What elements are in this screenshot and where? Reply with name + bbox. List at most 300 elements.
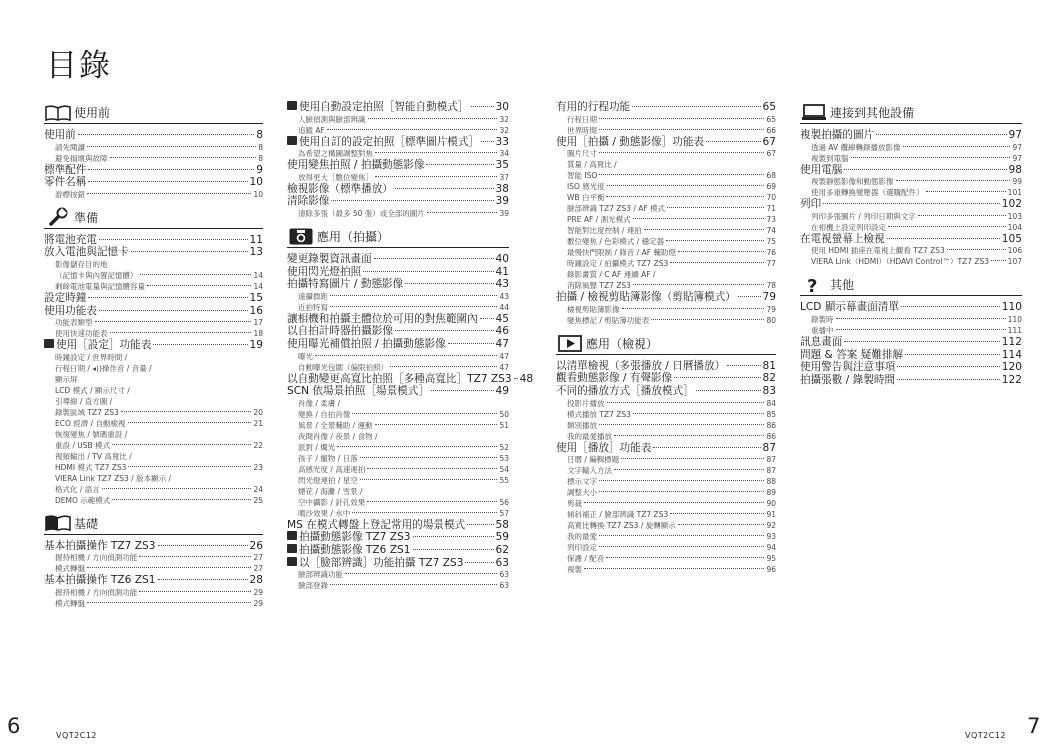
mode-icon: [287, 101, 297, 110]
page-number: 26: [249, 539, 263, 552]
toc-subentry[interactable]: [800, 314, 1022, 325]
section-spacer: [800, 267, 1022, 273]
toc-entry[interactable]: [800, 336, 1022, 349]
toc-subentry[interactable]: [287, 125, 509, 136]
page-number: 85: [766, 409, 776, 419]
toc-subentry[interactable]: [556, 192, 776, 203]
page-number: 39: [499, 208, 509, 218]
toc-entry[interactable]: [556, 372, 776, 385]
toc-subentry[interactable]: [287, 580, 509, 591]
dot-leader: [87, 602, 251, 603]
page-number: 74: [766, 226, 776, 236]
section-title: 使用前: [74, 106, 111, 120]
toc-entry[interactable]: [44, 540, 263, 553]
toc-entry[interactable]: [556, 442, 776, 455]
toc-subentry[interactable]: [556, 247, 776, 258]
dot-leader: [632, 106, 760, 107]
toc-entry[interactable]: [287, 183, 509, 196]
toc-entry[interactable]: [287, 266, 509, 279]
toc-subentry[interactable]: [287, 420, 509, 431]
toc-subentry[interactable]: [44, 563, 263, 574]
entry-title: 時鐘設定 / 拍攝模式 TZ7 ZS3: [567, 259, 669, 269]
toc-entry[interactable]: [287, 372, 534, 386]
toc-subentry[interactable]: [44, 451, 263, 462]
section-header: [44, 207, 263, 229]
entry-title: 複製拍攝的圖片: [800, 129, 875, 141]
toc-subentry[interactable]: [556, 409, 776, 420]
toc-entry[interactable]: [556, 136, 776, 149]
toc-subentry[interactable]: [556, 280, 776, 291]
toc-subentry[interactable]: [556, 125, 776, 136]
entry-title: 使用快速功能表: [55, 329, 108, 339]
toc-subentry[interactable]: [44, 396, 263, 407]
toc-subentry[interactable]: [287, 431, 509, 442]
entry-title: 類別播放: [567, 420, 597, 430]
entry-title: 夜間肖像 / 夜景 / 食物 /: [298, 431, 378, 441]
page-number: 67: [766, 149, 776, 159]
page-number: 14: [253, 270, 263, 280]
page-number: 35: [495, 159, 509, 172]
toc-entry[interactable]: [44, 129, 263, 142]
entry-title: 訊息畫面: [800, 335, 843, 348]
toc-entry[interactable]: [287, 278, 509, 291]
dot-leader: [110, 157, 257, 158]
toc-subentry[interactable]: [556, 431, 776, 442]
toc-subentry[interactable]: [556, 398, 776, 409]
toc-subentry[interactable]: [556, 236, 776, 247]
dot-leader: [87, 146, 256, 147]
dot-leader: [327, 129, 498, 130]
entry-title: 請先閱讀: [55, 142, 85, 152]
entry-title: 以［臉部辨識］功能拍攝 TZ7 ZS3: [299, 556, 464, 569]
toc-subentry[interactable]: [556, 542, 776, 553]
toc-subentry[interactable]: [287, 291, 509, 302]
page-number: 89: [766, 488, 776, 498]
toc-subentry[interactable]: [556, 531, 776, 542]
page-number: 9: [256, 163, 263, 176]
dot-leader: [360, 457, 498, 458]
dot-leader: [599, 491, 764, 492]
page-number: 97: [1012, 153, 1022, 163]
toc-subentry[interactable]: [556, 487, 776, 498]
toc-subentry[interactable]: [800, 245, 1022, 256]
entry-title: 基本拍攝操作 TZ6 ZS1: [44, 574, 156, 587]
entry-title: 模式播放 TZ7 ZS3: [567, 409, 631, 419]
entry-title: 將電池充電: [44, 233, 97, 246]
toc-subentry[interactable]: [44, 418, 263, 429]
page-number: 8: [256, 129, 263, 141]
page-number: 99: [1012, 177, 1022, 187]
page-number: 65: [766, 114, 776, 124]
toc-subentry[interactable]: [556, 553, 776, 564]
toc-entry[interactable]: [287, 313, 509, 326]
page-number: 66: [766, 125, 776, 135]
dot-leader: [666, 240, 764, 241]
dot-leader: [644, 229, 765, 230]
toc-subentry[interactable]: [556, 520, 776, 531]
toc-column-4: [800, 101, 1022, 386]
dot-leader: [614, 469, 764, 470]
dot-leader: [606, 196, 764, 197]
dot-leader: [621, 458, 764, 459]
page-number: 86: [766, 431, 776, 441]
toc-subentry[interactable]: [287, 302, 509, 313]
toc-entry[interactable]: [287, 325, 509, 338]
page-number: 27: [253, 564, 263, 574]
toc-subentry[interactable]: [287, 208, 509, 219]
page-number: 104: [1007, 222, 1022, 232]
toc-entry[interactable]: [287, 531, 509, 544]
toc-subentry[interactable]: [287, 409, 509, 420]
toc-subentry[interactable]: [287, 351, 509, 362]
toc-subentry[interactable]: [44, 495, 263, 506]
page-number: 88: [766, 477, 776, 487]
entry-title: 風景 / 全景輔助 / 運動: [298, 420, 373, 430]
dot-leader: [678, 251, 765, 252]
dot-leader: [670, 513, 764, 514]
page-number: 78: [766, 281, 776, 291]
toc-subentry[interactable]: [44, 598, 263, 609]
toc-entry[interactable]: [556, 385, 776, 398]
dot-leader: [633, 218, 765, 219]
dot-leader: [158, 579, 248, 580]
page-number: 52: [499, 442, 509, 452]
toc-subentry[interactable]: [556, 315, 776, 326]
page-number: 43: [499, 291, 509, 301]
dot-leader: [88, 297, 247, 298]
page-number: 13: [249, 246, 263, 259]
entry-title: 變換 / 自拍肖像: [298, 409, 351, 419]
dot-leader: [897, 366, 999, 367]
toc-subentry[interactable]: [556, 498, 776, 509]
page-number-left: 6: [7, 714, 21, 738]
dot-leader: [607, 402, 765, 403]
dot-leader: [599, 535, 764, 536]
entry-title: 以清單檢視（多張播放 / 日曆播放）: [556, 359, 726, 372]
entry-title: 使用前: [44, 129, 76, 141]
toc-subentry[interactable]: [556, 181, 776, 192]
toc-subentry[interactable]: [44, 153, 263, 164]
entry-title: 剪裁: [567, 499, 582, 509]
toc-entry[interactable]: [287, 557, 509, 570]
toc-subentry[interactable]: [800, 256, 1022, 267]
toc-subentry[interactable]: [287, 148, 509, 159]
page-number: 56: [499, 497, 509, 507]
dot-leader: [678, 524, 765, 525]
toc-entry[interactable]: [287, 195, 509, 208]
toc-subentry[interactable]: [287, 569, 509, 580]
toc-entry[interactable]: [44, 246, 263, 259]
entry-title: 重播中: [811, 325, 834, 335]
toc-entry[interactable]: [44, 339, 263, 352]
dot-leader: [514, 378, 518, 379]
toc-subentry[interactable]: [287, 508, 509, 519]
toc-subentry[interactable]: [556, 304, 776, 315]
dot-leader: [352, 512, 497, 513]
entry-title: 使用自訂的設定拍照［標準圖片模式］: [299, 135, 480, 148]
toc-subentry[interactable]: [556, 420, 776, 431]
toc-subentry[interactable]: [556, 509, 776, 520]
toc-subentry[interactable]: [287, 362, 509, 373]
toc-entry[interactable]: [800, 164, 1022, 177]
entry-title: 不同的播放方式［播放模式］: [556, 384, 694, 397]
dot-leader: [599, 129, 764, 130]
entry-title: 使用多重轉換變壓器（選購配件）: [811, 188, 924, 198]
toc-subentry[interactable]: [800, 176, 1022, 187]
dot-leader: [131, 251, 248, 252]
toc-subentry[interactable]: [800, 142, 1022, 153]
toc-entry[interactable]: [287, 136, 509, 149]
dot-leader: [633, 284, 765, 285]
entry-title: 握持相機 / 方向偵測功能: [55, 587, 138, 597]
entry-title: 變更錄製資訊畫面: [287, 252, 372, 265]
entry-title: 變焦標記 / 剪貼簿功能表: [567, 315, 650, 325]
dot-leader: [599, 546, 764, 547]
entry-title: 空中攝影 / 針孔效果: [298, 497, 366, 507]
page-number: 25: [253, 495, 263, 505]
toc-entry[interactable]: [287, 338, 509, 351]
toc-subentry[interactable]: [287, 497, 509, 508]
entry-title: 顯示屏: [55, 374, 78, 384]
dot-leader: [614, 435, 764, 436]
toc-subentry[interactable]: [44, 352, 263, 363]
page-number: 96: [766, 565, 776, 575]
dot-leader: [947, 249, 1006, 250]
toc-entry[interactable]: [287, 544, 509, 557]
toc-subentry[interactable]: [44, 484, 263, 495]
toc-entry[interactable]: [44, 574, 263, 587]
dot-leader: [431, 390, 494, 391]
entry-title: 清除影像: [287, 195, 330, 208]
page-number: 18: [253, 329, 263, 339]
toc-entry[interactable]: [556, 101, 776, 114]
toc-subentry[interactable]: [556, 203, 776, 214]
entry-title: 圖片尺寸: [567, 149, 597, 159]
toc-subentry[interactable]: [44, 385, 263, 396]
toc-subentry[interactable]: [44, 473, 263, 484]
page-number: 69: [766, 182, 776, 192]
toc-subentry[interactable]: [556, 564, 776, 575]
toc-subentry[interactable]: [800, 325, 1022, 336]
toc-subentry[interactable]: [556, 114, 776, 125]
toc-subentry[interactable]: [287, 442, 509, 453]
page-number: 47: [499, 362, 509, 372]
dot-leader: [901, 306, 1000, 307]
page-number: 15: [249, 291, 263, 304]
toc-subentry[interactable]: [556, 454, 776, 465]
dot-leader: [363, 271, 493, 272]
dot-leader: [667, 207, 764, 208]
entry-title: 質量 / 高寬比 /: [567, 160, 617, 170]
toc-subentry[interactable]: [287, 114, 509, 125]
page-number: 63: [495, 556, 509, 569]
section-spacer: [287, 219, 509, 225]
toc-entry[interactable]: [800, 129, 1022, 142]
dot-leader: [696, 390, 761, 391]
toc-column-3: [556, 101, 776, 575]
entry-title: 錄影畫質 / C AF 連續 AF /: [567, 270, 656, 280]
toc-entry[interactable]: [44, 305, 263, 318]
dot-leader: [102, 488, 252, 489]
entry-title: 檢視影像（標準播放）: [287, 182, 393, 195]
entry-title: 零件名稱: [44, 176, 87, 189]
toc-subentry[interactable]: [287, 475, 509, 486]
toc-subentry[interactable]: [44, 259, 263, 270]
page-number: 92: [766, 521, 776, 531]
toc-entry[interactable]: [287, 385, 509, 398]
page-number-right: 7: [1027, 714, 1041, 738]
entry-title: LCD 顯示幕畫面清單: [800, 301, 899, 314]
page-number: 97: [1012, 142, 1022, 152]
toc-subentry[interactable]: [800, 211, 1022, 222]
toc-entry[interactable]: [800, 374, 1022, 387]
toc-subentry[interactable]: [44, 587, 263, 598]
page-number: 51: [499, 420, 509, 430]
page-number: 29: [253, 587, 263, 597]
dot-leader: [918, 215, 1006, 216]
toc-subentry[interactable]: [287, 172, 509, 183]
page-number: 112: [1001, 335, 1022, 348]
toc-entry[interactable]: [556, 291, 776, 304]
toc-subentry[interactable]: [556, 159, 776, 170]
page-number: 55: [499, 475, 509, 485]
toc-entry[interactable]: [287, 159, 509, 172]
toc-subentry[interactable]: [800, 153, 1022, 164]
entry-title: 列印: [800, 198, 822, 211]
dot-leader: [823, 203, 1000, 204]
page-number: 44: [499, 302, 509, 312]
toc-subentry[interactable]: [556, 476, 776, 487]
toc-subentry[interactable]: [44, 429, 263, 440]
entry-title: SCN 依場景拍照［場景模式］: [287, 385, 429, 398]
toc-subentry[interactable]: [44, 270, 263, 281]
toc-subentry[interactable]: [44, 142, 263, 153]
toc-entry[interactable]: [44, 234, 263, 247]
toc-subentry[interactable]: [556, 269, 776, 280]
toc-subentry[interactable]: [287, 453, 509, 464]
entry-title: 功能表類型: [55, 318, 93, 328]
page-number: 70: [766, 193, 776, 203]
book-icon: [44, 104, 71, 121]
mode-icon: [44, 339, 54, 348]
toc-entry[interactable]: [287, 519, 509, 532]
page-number: 80: [766, 315, 776, 325]
toc-entry[interactable]: [800, 361, 1022, 374]
toc-entry[interactable]: [800, 301, 1022, 314]
entry-title: 臉部辨識功能: [298, 570, 343, 580]
dot-leader: [653, 447, 760, 448]
toc-subentry[interactable]: [44, 462, 263, 473]
toc-subentry[interactable]: [44, 440, 263, 451]
page-number: 47: [499, 351, 509, 361]
toc-entry[interactable]: [800, 198, 1022, 211]
entry-title: 臉部辨識 TZ7 ZS3 / AF 模式: [567, 204, 666, 214]
toc-entry[interactable]: [287, 253, 509, 266]
toc-entry[interactable]: [44, 292, 263, 305]
page-number: 27: [253, 553, 263, 563]
toc-subentry[interactable]: [44, 281, 263, 292]
toc-subentry[interactable]: [800, 222, 1022, 233]
entry-title: 人臉偵測與臉部辨識: [298, 114, 366, 124]
toc-subentry[interactable]: [800, 187, 1022, 198]
toc-subentry[interactable]: [44, 374, 263, 385]
toc-column-1: [44, 101, 263, 609]
entry-title: 行程日期 / ◂))操作音 / 音量 /: [55, 363, 152, 373]
toc-subentry[interactable]: [556, 148, 776, 159]
page-number: 28: [249, 574, 263, 587]
toc-entry[interactable]: [44, 164, 263, 177]
toc-subentry[interactable]: [556, 214, 776, 225]
dot-leader: [905, 354, 1000, 355]
section-header: [44, 102, 263, 124]
toc-entry[interactable]: [800, 349, 1022, 362]
dot-leader: [599, 118, 764, 119]
dot-leader: [99, 310, 248, 311]
toc-subentry[interactable]: [287, 464, 509, 475]
dot-leader: [88, 169, 254, 170]
page-number: 65: [762, 101, 776, 113]
entry-title: 在電視螢幕上檢視: [800, 232, 885, 245]
toc-subentry[interactable]: [556, 225, 776, 236]
dot-leader: [110, 332, 252, 333]
entry-title: 複製靜態影像和動態影像: [811, 177, 894, 187]
section-header: [44, 513, 263, 535]
page-number: 122: [1001, 373, 1022, 386]
page-number: 90: [766, 499, 776, 509]
dot-leader: [413, 536, 494, 537]
entry-title: 清除多張（最多 50 張）或全部的圖片: [298, 208, 425, 218]
entry-title: 使用［拍攝 / 動態影像］功能表: [556, 135, 705, 148]
toc-subentry[interactable]: [287, 398, 509, 409]
entry-title: HDMI 模式 TZ7 ZS3: [55, 462, 127, 472]
entry-title: 使用電腦: [800, 163, 843, 176]
dot-leader: [599, 174, 764, 175]
toc-subentry[interactable]: [287, 486, 509, 497]
entry-title: 調整大小: [567, 488, 597, 498]
dot-leader: [427, 212, 498, 213]
toc-entry[interactable]: [44, 176, 263, 189]
toc-entry[interactable]: [287, 101, 509, 114]
entry-title: 握持相機 / 方向偵測功能: [55, 553, 138, 563]
page-number: 114: [1001, 348, 1022, 361]
toc-subentry[interactable]: [556, 170, 776, 181]
dot-leader: [836, 329, 1006, 330]
toc-entry[interactable]: [556, 360, 776, 373]
entry-title: 文字輸入方法: [567, 466, 612, 476]
dot-leader: [607, 185, 765, 186]
page-number: 87: [766, 466, 776, 476]
entry-title: 在相機上設定列印設定: [811, 222, 886, 232]
page-number: 59: [495, 531, 509, 544]
dot-leader: [599, 480, 764, 481]
toc-subentry[interactable]: [556, 258, 776, 269]
section-spacer: [556, 326, 776, 332]
dot-leader: [405, 283, 493, 284]
entry-title: 曝光: [298, 351, 313, 361]
toc-subentry[interactable]: [44, 328, 263, 339]
toc-subentry[interactable]: [44, 189, 263, 200]
page-number: 16: [249, 304, 263, 317]
toc-subentry[interactable]: [44, 552, 263, 563]
page-number: 103: [1007, 211, 1022, 221]
mode-icon: [287, 136, 297, 145]
toc-subentry[interactable]: [44, 363, 263, 374]
toc-subentry[interactable]: [44, 317, 263, 328]
toc-entry[interactable]: [800, 233, 1022, 246]
toc-subentry[interactable]: [44, 407, 263, 418]
dot-leader: [896, 180, 1011, 181]
toc-subentry[interactable]: [556, 465, 776, 476]
